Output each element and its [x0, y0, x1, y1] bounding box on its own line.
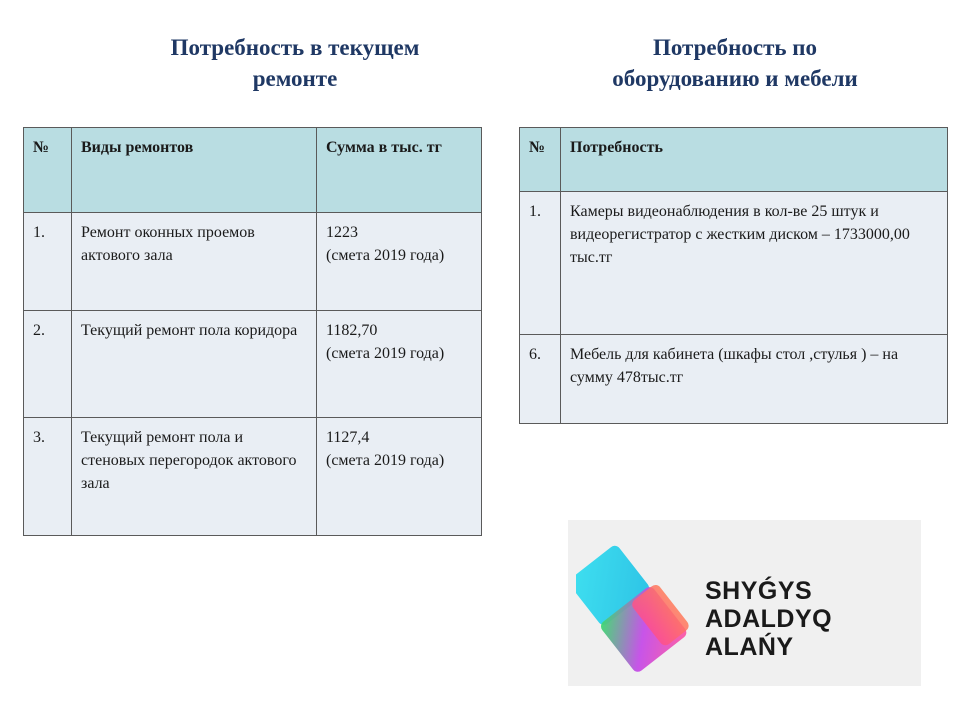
repairs-title [120, 32, 470, 94]
equipment-title-line1: Потребность по [652, 35, 818, 60]
logo-line2: ADALDYQ ALAŃY [705, 605, 833, 661]
repair-amount-cell [317, 311, 482, 418]
table-row [520, 335, 948, 424]
equipment-title [560, 32, 910, 94]
repairs-header-num: № [24, 128, 72, 213]
repair-amount: 1223 [326, 224, 358, 241]
repair-amount: 1182,70 [326, 322, 378, 339]
repairs-title-line1: Потребность в текущем [170, 35, 420, 60]
repair-amount-cell [317, 418, 482, 536]
repair-description: Текущий ремонт пола и стеновых перегородок актового зала [72, 418, 317, 536]
logo-line1: SHYǴYS [705, 577, 813, 605]
repair-note: (смета 2019 года) [326, 452, 445, 469]
repair-amount-cell [317, 213, 482, 311]
equipment-title-line2: оборудованию и мебели [612, 66, 858, 91]
repair-description: Ремонт оконных проемов актового зала [72, 213, 317, 311]
logo-mark-icon [576, 530, 696, 680]
equipment-header-row [520, 128, 948, 192]
table-row [24, 311, 482, 418]
equipment-description: Мебель для кабинета (шкафы стол ,стулья ) – на сумму 478тыс.тг [561, 335, 948, 424]
row-number: 3. [24, 418, 72, 536]
repair-amount: 1127,4 [326, 429, 370, 446]
table-row [520, 192, 948, 335]
repairs-table [23, 127, 482, 536]
equipment-description: Камеры видеонаблюдения в кол-ве 25 штук и видеорегистратор с жестким диском – 1733000,00 тыс.тг [561, 192, 948, 335]
row-number: 2. [24, 311, 72, 418]
row-number: 1. [24, 213, 72, 311]
table-row [24, 213, 482, 311]
repairs-header-type: Виды ремонтов [72, 128, 317, 213]
repairs-title-line2: ремонте [252, 66, 338, 91]
equipment-header-num: № [520, 128, 561, 192]
row-number: 1. [520, 192, 561, 335]
repairs-header-row [24, 128, 482, 213]
repair-note: (смета 2019 года) [326, 247, 445, 264]
table-row [24, 418, 482, 536]
equipment-header-need: Потребность [561, 128, 948, 192]
repair-note: (смета 2019 года) [326, 345, 445, 362]
logo-text [705, 577, 921, 661]
row-number: 6. [520, 335, 561, 424]
logo [568, 520, 921, 686]
repairs-header-amount: Сумма в тыс. тг [317, 128, 482, 213]
equipment-table [519, 127, 948, 424]
repair-description: Текущий ремонт пола коридора [72, 311, 317, 418]
